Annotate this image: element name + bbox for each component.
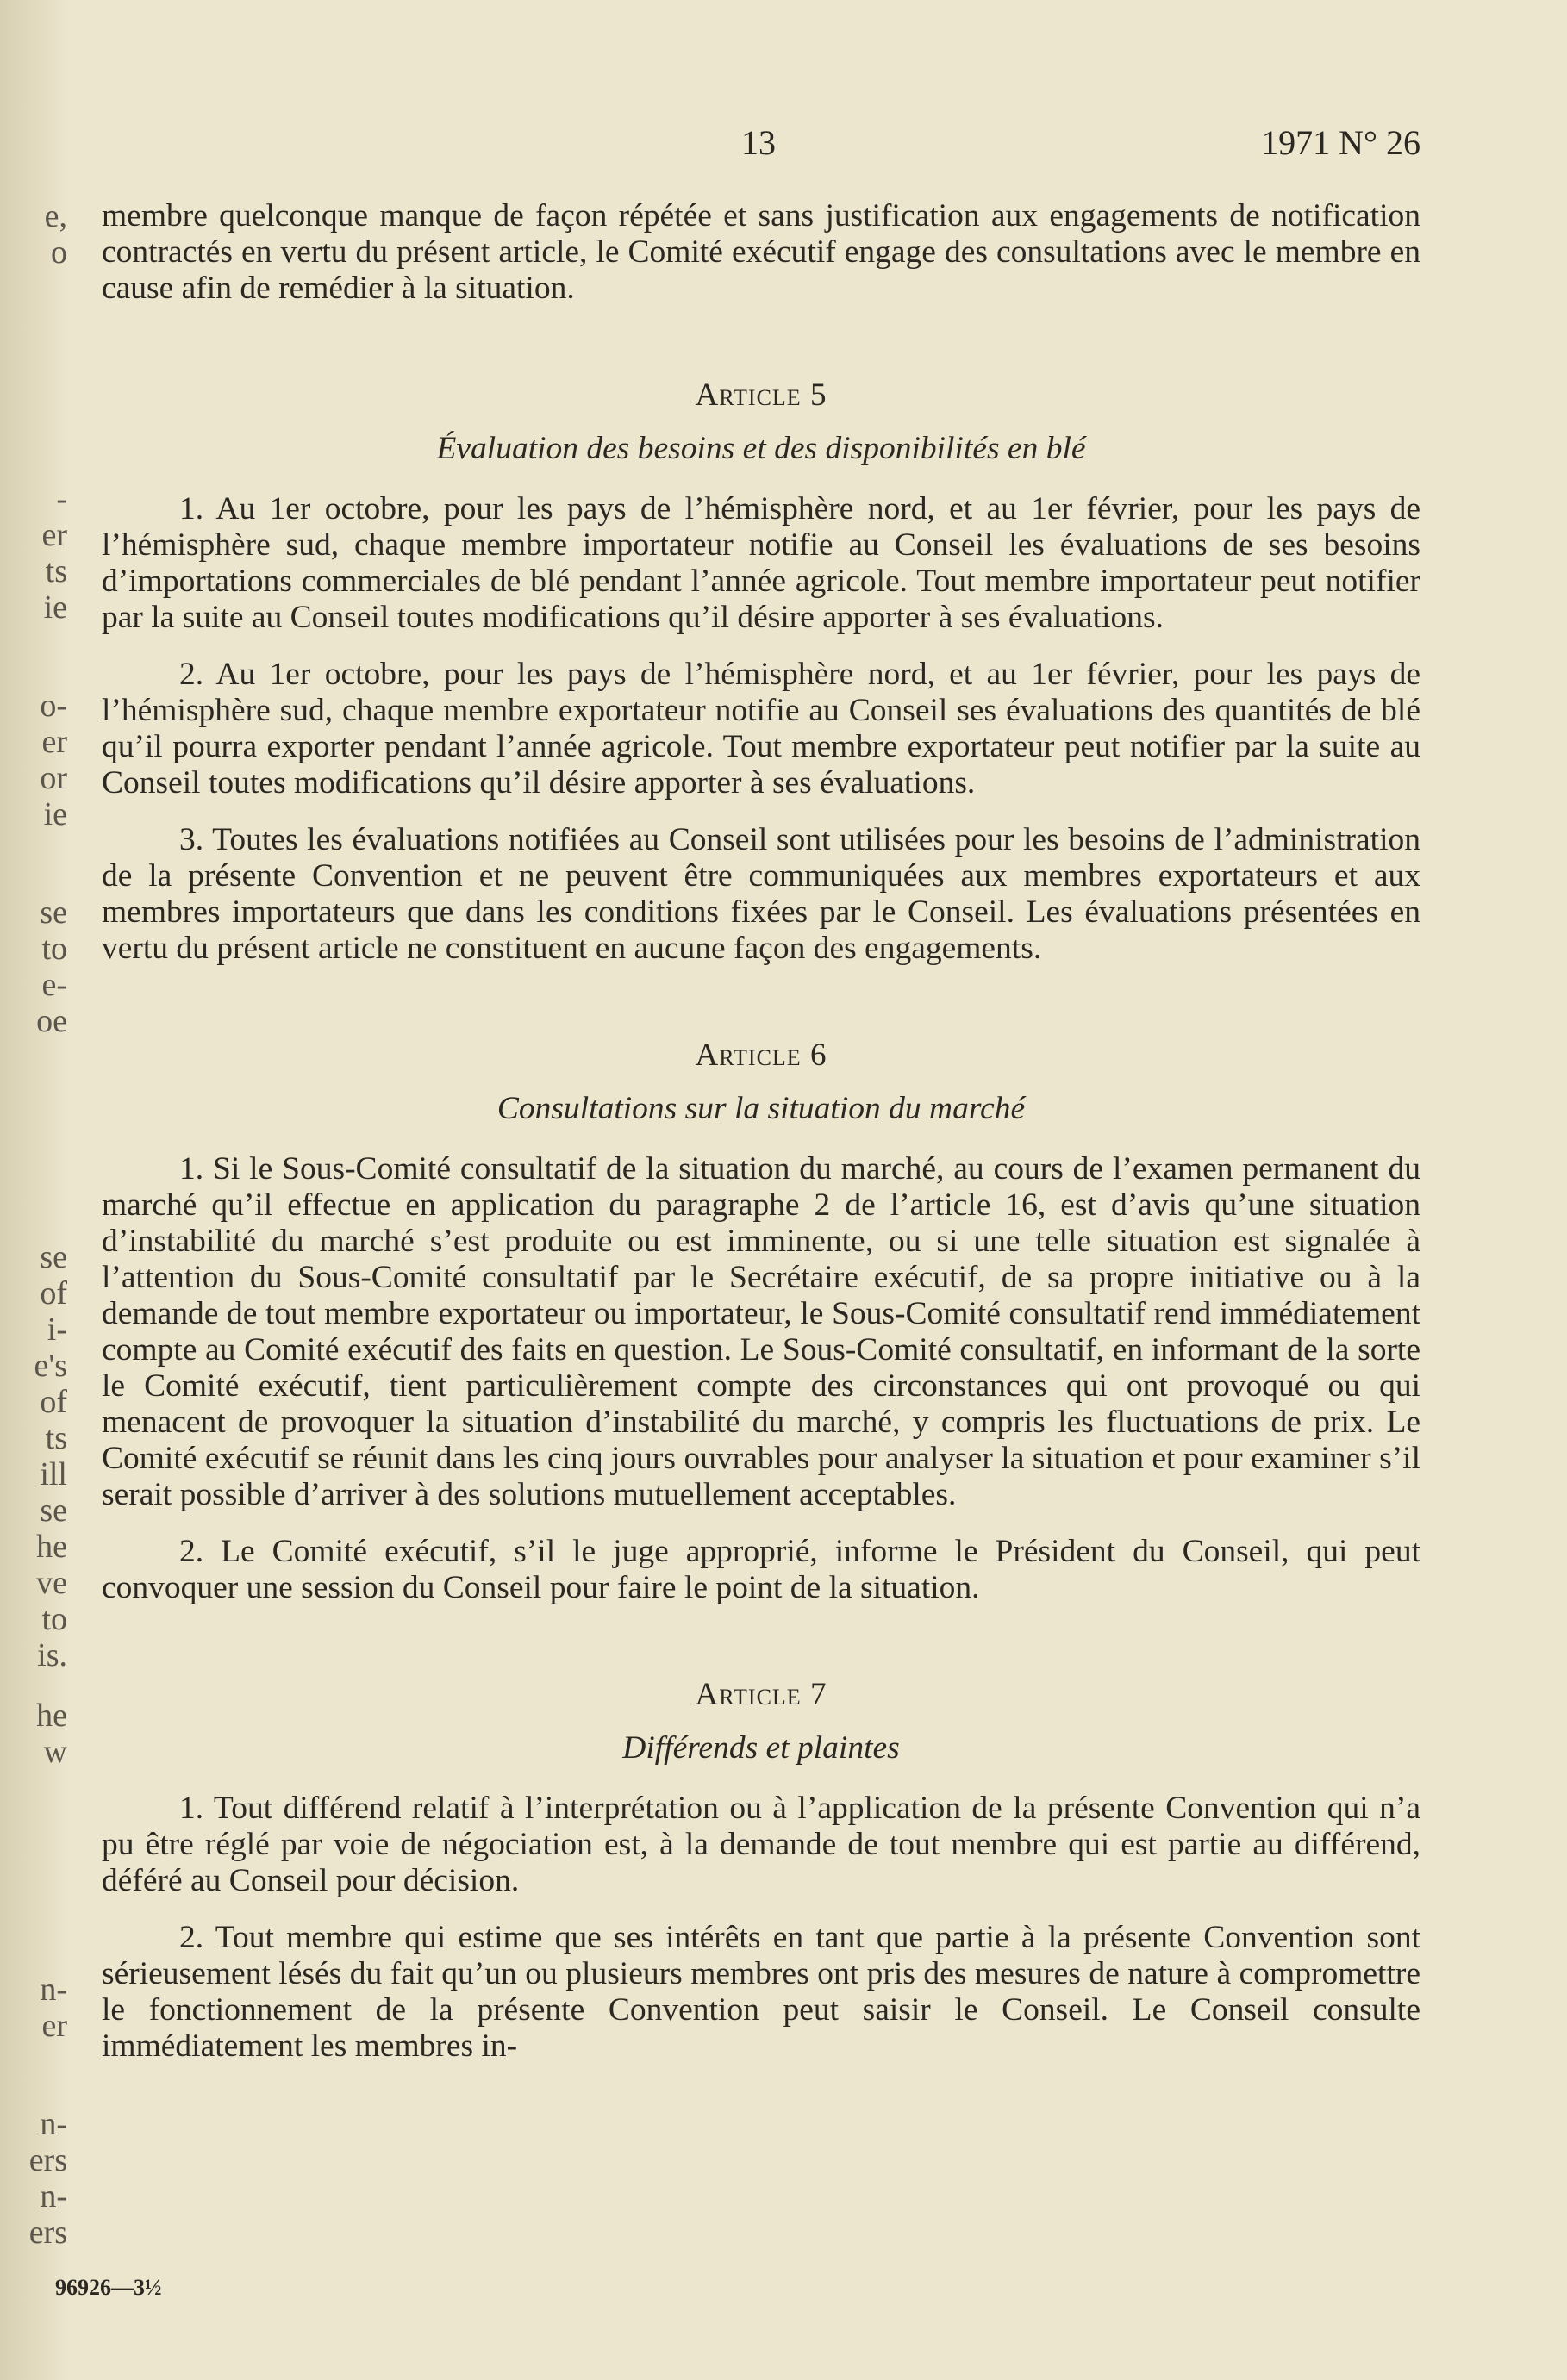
article-5-paragraph-3: 3. Toutes les évaluations notifiées au Conseil sont utilisées pour les besoins de l’administration de la présente Convention et ne peuvent être communiquées aux membres exportateurs et aux membres importateurs que dans les conditions fixées par le Conseil. Les évaluations présentées en vertu du présent article ne constituent en aucune façon des engagements. <box>102 822 1420 966</box>
article-6-heading: Article 6 <box>695 1037 827 1073</box>
margin-fragment: ers <box>28 2142 67 2178</box>
article-6-title: Consultations sur la situation du marché <box>496 1091 1026 1126</box>
margin-fragment: - <box>56 481 67 517</box>
margin-fragment: is. <box>37 1637 67 1673</box>
margin-fragment: ts <box>45 1420 67 1456</box>
margin-fragment: ie <box>43 796 67 832</box>
margin-fragment: i- <box>47 1311 67 1348</box>
margin-fragment: ers <box>28 2215 67 2251</box>
margin-fragment: o <box>51 234 67 271</box>
margin-fragment: ie <box>43 589 67 626</box>
article-5-paragraph-1: 1. Au 1er octobre, pour les pays de l’hémisphère nord, et au 1er février, pour les pays de l’hémisphère sud, chaque membre importateur notifie au Conseil les évaluations de ses besoins d’importations commerciales de blé pendant l’année agricole. Tout membre importateur peut notifier par la suite au Conseil toutes modifications qu’il désire apporter à ses évaluations. <box>102 491 1420 635</box>
margin-fragment: se <box>40 1239 67 1275</box>
body-text <box>102 198 1420 2065</box>
margin-fragment: o- <box>40 688 67 724</box>
margin-fragment: ill <box>40 1456 67 1492</box>
article-5-heading: Article 5 <box>695 377 827 413</box>
margin-fragment: er <box>41 517 67 553</box>
margin-fragment: to <box>41 1601 67 1637</box>
article-7-title: Différends et plaintes <box>622 1730 900 1766</box>
margin-fragment: n- <box>40 1972 67 2008</box>
margin-fragment: e's <box>34 1348 67 1384</box>
margin-fragment: er <box>41 2008 67 2044</box>
margin-fragment: er <box>41 724 67 760</box>
printer-code: 96926—3½ <box>55 2275 162 2300</box>
margin-fragment: n- <box>40 2106 67 2142</box>
margin-fragment: e- <box>41 967 67 1003</box>
adjacent-page-margin <box>0 0 67 2380</box>
article-6-paragraph-1: 1. Si le Sous-Comité consultatif de la situation du marché, au cours de l’examen permanent du marché qu’il effectue en application du paragraphe 2 de l’article 16, est d’avis qu’une situation d’instabilité du marché s’est produite ou est imminente, ou si une telle situation est signalée à l’attention du Sous-Comité consultatif par le Secrétaire exécutif, de sa propre initiative ou à la demande de tout membre exportateur ou importateur, le Sous-Comité consultatif rend immédiatement compte au Comité exécutif des faits en question. Le Sous-Comité consultatif, en informant de la sorte le Comité exécutif, tient particulièrement compte des circonstances qui ont provoqué ou qui menacent de provoquer la situation d’instabilité du marché, y compris les fluctuations de prix. Le Comité exécutif se réunit dans les cinq jours ouvrables pour analyser la situation et pour examiner s’il serait possible d’arriver à des solutions mutuellement acceptables. <box>102 1151 1420 1512</box>
margin-fragment: of <box>40 1384 67 1420</box>
article-5-paragraph-2: 2. Au 1er octobre, pour les pays de l’hémisphère nord, et au 1er février, pour les pays de l’hémisphère sud, chaque membre exportateur notifie au Conseil ses évaluations des quantités de blé qu’il pourra exporter pendant l’année agricole. Tout membre exportateur peut notifier par la suite au Conseil toutes modifications qu’il désire apporter à ses évaluations. <box>102 657 1420 801</box>
margin-fragment: or <box>40 760 67 796</box>
article-7-heading: Article 7 <box>695 1677 827 1712</box>
margin-fragment: he <box>36 1529 67 1565</box>
margin-fragment: ts <box>45 553 67 589</box>
margin-fragment: w <box>43 1734 67 1770</box>
margin-fragment: se <box>40 1492 67 1529</box>
article-7-paragraph-2: 2. Tout membre qui estime que ses intérêts en tant que partie à la présente Convention sont sérieusement lésés du fait qu’un ou plusieurs membres ont pris des mesures de nature à compromettre le fonctionnement de la présente Convention peut saisir le Conseil. Le Conseil consulte immédiatement les membres in- <box>102 1920 1420 2064</box>
margin-fragment: n- <box>40 2178 67 2215</box>
document-reference: 1971 N° 26 <box>1261 123 1420 162</box>
margin-fragment: to <box>41 931 67 967</box>
page-header <box>102 122 1420 165</box>
article-5-title: Évaluation des besoins et des disponibilités en blé <box>436 431 1086 466</box>
margin-fragment: e, <box>44 198 67 234</box>
article-6-paragraph-2: 2. Le Comité exécutif, s’il le juge approprié, informe le Président du Conseil, qui peut convoquer une session du Conseil pour faire le point de la situation. <box>102 1534 1420 1605</box>
margin-fragment: of <box>40 1275 67 1311</box>
intro-paragraph: membre quelconque manque de façon répétée et sans justification aux engagements de notification contractés en vertu du présent article, le Comité exécutif engage des consultations avec le membre en cause afin de remédier à la situation. <box>102 198 1420 306</box>
margin-fragment: oe <box>36 1003 67 1039</box>
margin-fragment: se <box>40 894 67 931</box>
page-number: 13 <box>741 123 776 162</box>
margin-fragment: he <box>36 1698 67 1734</box>
article-7-paragraph-1: 1. Tout différend relatif à l’interprétation ou à l’application de la présente Convention qui n’a pu être réglé par voie de négociation est, à la demande de tout membre qui est partie au différend, déféré au Conseil pour décision. <box>102 1791 1420 1898</box>
margin-fragment: ve <box>36 1565 67 1601</box>
